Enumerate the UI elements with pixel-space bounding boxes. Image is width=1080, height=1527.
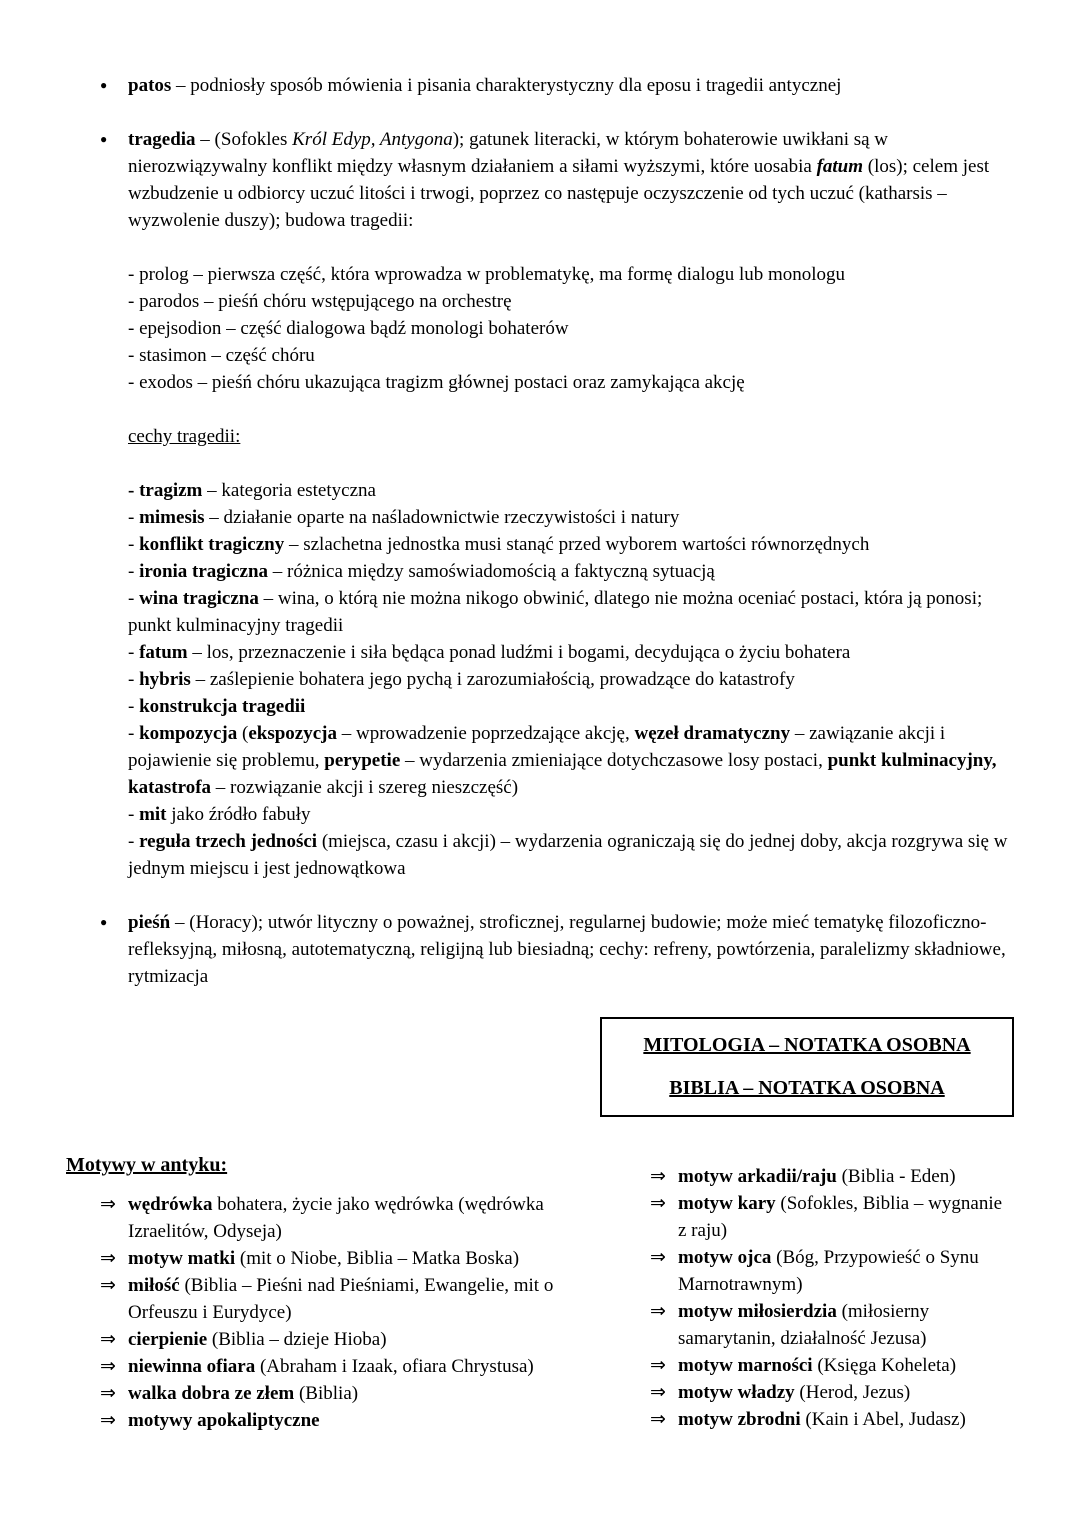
motywy-left-list [100, 1191, 600, 1434]
arrow-icon: ⇒ [650, 1409, 666, 1430]
motyw-text: motywy apokaliptyczne [128, 1410, 320, 1431]
cecha-item-mit: - mit jako źródło fabuły [128, 804, 311, 825]
motyw-item-ojca [650, 1244, 1014, 1298]
cecha-item-tragizm: - tragizm – kategoria estetyczna [128, 480, 376, 501]
motywy-left-column [66, 1151, 600, 1434]
arrow-icon: ⇒ [650, 1355, 666, 1376]
piesn-definition: pieśń – (Horacy); utwór lityczny o poważnej, stroficznej, regularnej budowie; może mieć tematykę filozoficzno-refleksyjną, miłosną, autotematyczną, religijną lub biesiadną; cechy: refreny, powtórzenia, paralelizmy składniowe, rytmizacja [128, 912, 1006, 987]
motyw-text: wędrówka bohatera, życie jako wędrówka (wędrówka Izraelitów, Odyseja) [128, 1194, 544, 1242]
budowa-list [128, 261, 1014, 396]
patos-definition: patos – podniosły sposób mówienia i pisania charakterystyczny dla eposu i tragedii antycznej [128, 75, 842, 96]
motyw-item-walka [100, 1380, 576, 1407]
motyw-item-cierpienie [100, 1326, 576, 1353]
cecha-item-konstrukcja: - konstrukcja tragedii [128, 696, 306, 717]
motyw-item-apokaliptyczne [100, 1407, 576, 1434]
tragedia-section [128, 126, 1014, 882]
motyw-text: motyw ojca (Bóg, Przypowieść o Synu Marnotrawnym) [678, 1247, 979, 1295]
motyw-item-arkadii [650, 1163, 1014, 1190]
bullet-icon: ● [100, 132, 108, 146]
bullet-icon: ● [100, 915, 108, 929]
arrow-icon: ⇒ [650, 1166, 666, 1187]
bullet-item-piesn [100, 909, 1014, 990]
motyw-text: cierpienie (Biblia – dzieje Hioba) [128, 1329, 387, 1350]
arrow-icon: ⇒ [100, 1329, 116, 1350]
arrow-icon: ⇒ [650, 1382, 666, 1403]
arrow-icon: ⇒ [650, 1193, 666, 1214]
arrow-icon: ⇒ [100, 1383, 116, 1404]
motyw-item-marnosci [650, 1352, 1014, 1379]
cecha-item-fatum: - fatum – los, przeznaczenie i siła będąca ponad ludźmi i bogami, decydująca o życiu bohatera [128, 642, 851, 663]
bullet-icon: ● [100, 78, 108, 92]
mitologia-note-title: MITOLOGIA – NOTATKA OSOBNA [643, 1034, 971, 1056]
arrow-icon: ⇒ [100, 1194, 116, 1215]
cechy-list [128, 477, 1014, 882]
motywy-section [66, 1151, 1014, 1434]
cecha-item-ironia: - ironia tragiczna – różnica między samoświadomością a faktyczną sytuacją [128, 561, 715, 582]
arrow-icon: ⇒ [100, 1410, 116, 1431]
motyw-item-milosierdzia [650, 1298, 1014, 1352]
motyw-item-ofiara [100, 1353, 576, 1380]
arrow-icon: ⇒ [650, 1301, 666, 1322]
arrow-icon: ⇒ [100, 1248, 116, 1269]
budowa-line-parodos: - parodos – pieśń chóru wstępującego na orchestrę [128, 291, 512, 312]
cecha-item-konflikt: - konflikt tragiczny – szlachetna jednostka musi stanąć przed wyborem wartości równorzędnych [128, 534, 870, 555]
motyw-item-wladzy [650, 1379, 1014, 1406]
tragedia-definition: tragedia – (Sofokles Król Edyp, Antygona); gatunek literacki, w którym bohaterowie uwikłani są w nierozwiązywalny konflikt między własnym działaniem a siłami wyższymi, które uosabia fatum (los); celem jest wzbudzenie u odbiorcy uczuć litości i trwogi, poprzez co następuje oczyszczenie od tych uczuć (katharsis – wyzwolenie duszy); budowa tragedii: [128, 129, 990, 231]
side-notes-box [600, 1017, 1014, 1117]
motywy-heading: Motywy w antyku: [66, 1154, 228, 1176]
budowa-line-prolog: - prolog – pierwsza część, która wprowadza w problematykę, ma formę dialogu lub monologu [128, 264, 846, 285]
arrow-icon: ⇒ [650, 1247, 666, 1268]
bullet-item-tragedia [100, 126, 1014, 882]
motyw-text: motyw marności (Księga Koheleta) [678, 1355, 957, 1376]
budowa-line-epejsodion: - epejsodion – część dialogowa bądź monologi bohaterów [128, 318, 569, 339]
bullet-item-patos [100, 72, 1014, 99]
motyw-text: motyw arkadii/raju (Biblia - Eden) [678, 1166, 956, 1187]
motyw-text: motyw zbrodni (Kain i Abel, Judasz) [678, 1409, 966, 1430]
budowa-line-stasimon: - stasimon – część chóru [128, 345, 315, 366]
motyw-item-matki [100, 1245, 576, 1272]
motyw-text: motyw kary (Sofokles, Biblia – wygnanie z raju) [678, 1193, 1003, 1241]
motyw-item-milosc [100, 1272, 576, 1326]
motyw-text: motyw matki (mit o Niobe, Biblia – Matka Boska) [128, 1248, 520, 1269]
arrow-icon: ⇒ [100, 1356, 116, 1377]
cecha-item-regula: - reguła trzech jedności (miejsca, czasu i akcji) – wydarzenia ograniczają się do jednej doby, akcja rozgrywa się w jednym miejscu i jest jednowątkowa [128, 831, 1008, 879]
motyw-item-zbrodni [650, 1406, 1014, 1433]
motyw-item-kary [650, 1190, 1014, 1244]
budowa-line-exodos: - exodos – pieśń chóru ukazująca tragizm głównej postaci oraz zamykająca akcję [128, 372, 745, 393]
motywy-right-column [600, 1163, 1014, 1434]
motyw-text: miłość (Biblia – Pieśni nad Pieśniami, Ewangelie, mit o Orfeuszu i Eurydyce) [128, 1275, 554, 1323]
cecha-item-hybris: - hybris – zaślepienie bohatera jego pychą i zarozumiałością, prowadzące do katastrofy [128, 669, 795, 690]
motyw-text: motyw miłosierdzia (miłosierny samarytanin, działalność Jezusa) [678, 1301, 930, 1349]
motyw-text: niewinna ofiara (Abraham i Izaak, ofiara Chrystusa) [128, 1356, 534, 1377]
cechy-heading: cechy tragedii: [128, 426, 241, 447]
motyw-text: motyw władzy (Herod, Jezus) [678, 1382, 911, 1403]
motyw-text: walka dobra ze złem (Biblia) [128, 1383, 359, 1404]
cecha-item-mimesis: - mimesis – działanie oparte na naśladownictwie rzeczywistości i natury [128, 507, 680, 528]
biblia-note-title: BIBLIA – NOTATKA OSOBNA [669, 1077, 945, 1099]
cecha-item-wina: - wina tragiczna – wina, o którą nie można nikogo obwinić, dlatego nie można oceniać postaci, która ją ponosi; punkt kulminacyjny tragedii [128, 588, 983, 636]
motyw-item-wedrowka [100, 1191, 576, 1245]
cecha-item-kompozycja: - kompozycja (ekspozycja – wprowadzenie poprzedzające akcję, węzeł dramatyczny – zawiązanie akcji i pojawienie się problemu, perypetie – wydarzenia zmieniające dotychczasowe losy postaci, punkt kulminacyjny, katastrofa – rozwiązanie akcji i szereg nieszczęść) [128, 723, 997, 798]
arrow-icon: ⇒ [100, 1275, 116, 1296]
